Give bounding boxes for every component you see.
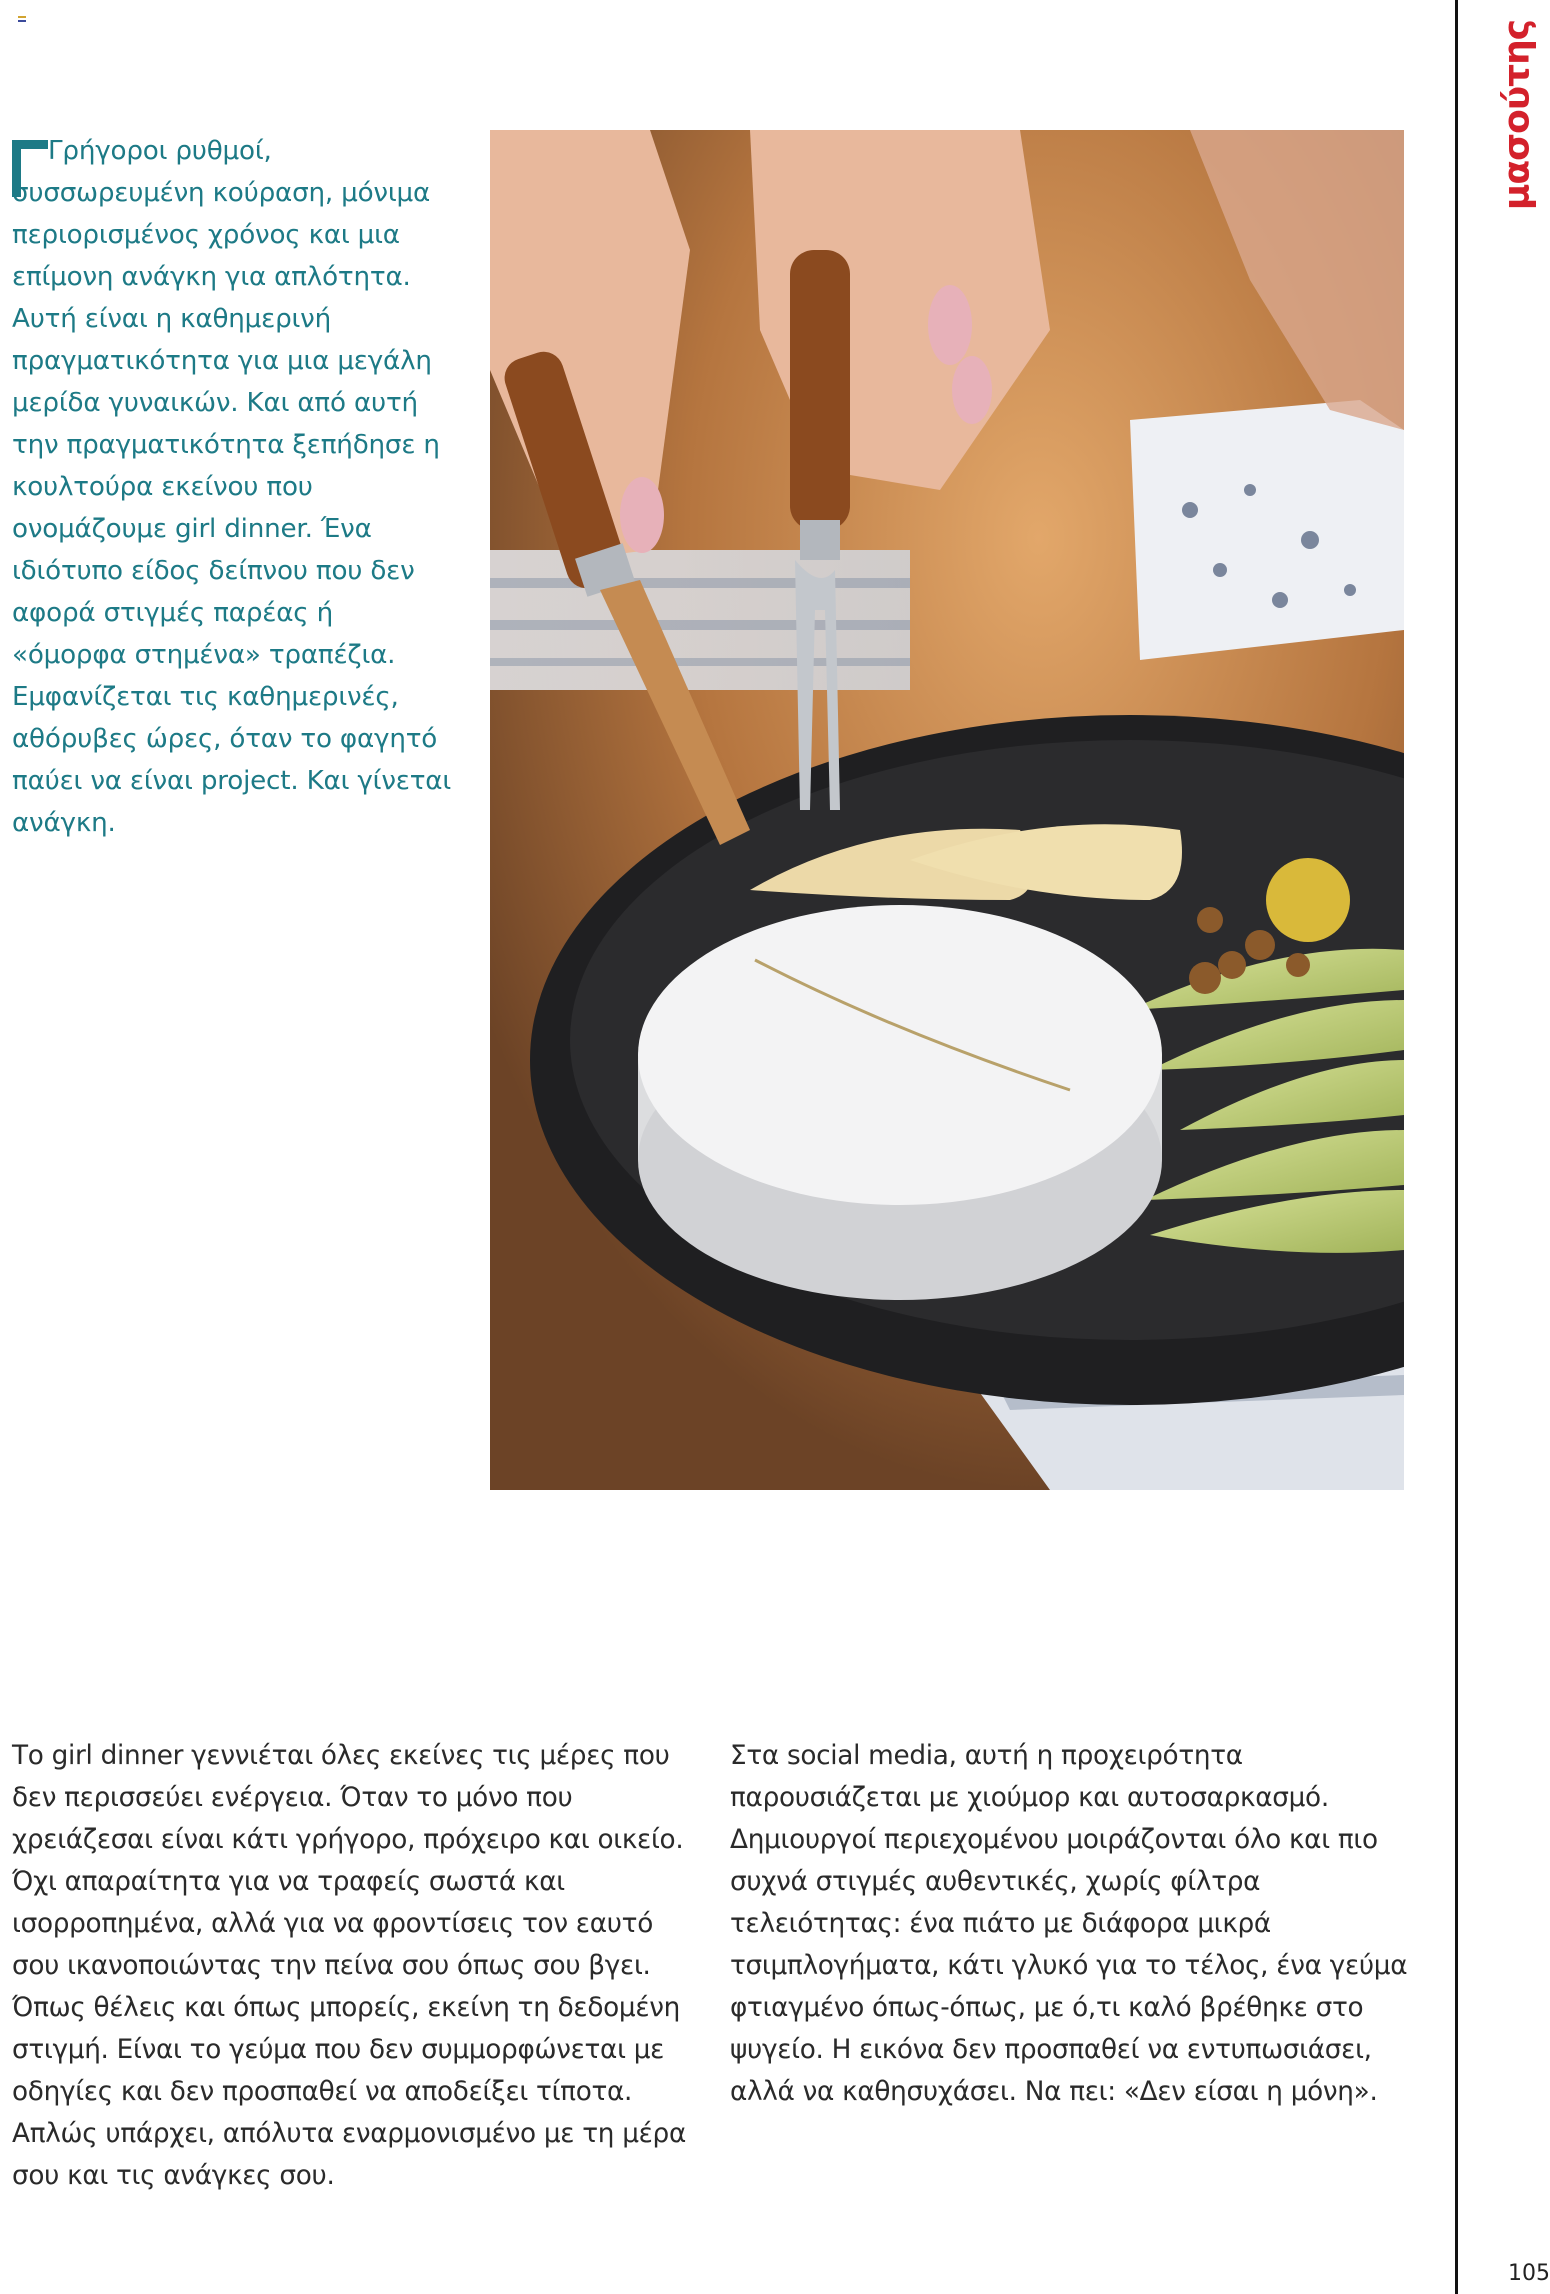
cheese-platter-photo xyxy=(490,130,1404,1490)
body-column-left xyxy=(12,1735,702,2197)
brand-logo xyxy=(1497,0,1537,230)
intro-paragraph xyxy=(12,130,452,844)
blue-cheese xyxy=(1130,400,1404,660)
body-column-right xyxy=(730,1735,1420,2113)
body-left-text: Το girl dinner γεννιέται όλες εκείνες τις μέρες που δεν περισσεύει ενέργεια. Όταν το μόνο που χρειάζεσαι είναι κάτι γρήγορο, πρόχειρο και οικείο. Όχι απαραίτητα για να τραφείς σωστά και ισορροπημένα, αλλά για να φροντίσεις τον εαυτό σου ικανοποιώντας την πείνα σου όπως σου βγει. Όπως θέλεις και όπως μπορείς, εκείνη τη δεδομένη στιγμή. Είναι το γεύμα που δεν συμμορφώνεται με οδηγίες και δεν προσπαθεί να αποδείξει τίποτα. Απλώς υπάρχει, απόλυτα εναρμονισμένο με τη μέρα σου και τις ανάγκες σου. xyxy=(12,1741,686,2191)
page-divider xyxy=(1455,0,1458,2294)
body-right-text: Στα social media, αυτή η προχειρότητα παρουσιάζεται με χιούμορ και αυτοσαρκασμό. Δημιουργοί περιεχομένου μοιράζονται όλο και πιο συχνά στιγμές αυθεντικές, χωρίς φίλτρα τελειότητας: ένα πιάτο με διάφορα μικρά τσιμπλογήματα, κάτι γλυκό για το τέλος, ένα γεύμα φτιαγμένο όπως-όπως, με ό,τι καλό βρέθηκε στο ψυγείο. Η εικόνα δεν προσπαθεί να εντυπωσιάσει, αλλά να καθησυχάσει. Να πει: «Δεν είσαι η μόνη». xyxy=(730,1741,1408,2107)
cheese-platter-illustration xyxy=(490,130,1404,1490)
grape xyxy=(1266,858,1350,942)
corner-mark xyxy=(18,16,26,24)
page-number: 105 xyxy=(1508,2261,1550,2286)
camembert xyxy=(638,905,1162,1300)
intro-text: Γρήγοροι ρυθμοί, συσσωρευμένη κούραση, μόνιμα περιορισμένος χρόνος και μια επίμονη ανάγκη για απλότητα. Αυτή είναι η καθημερινή πραγματικότητα για μια μεγάλη μερίδα γυναικών. Και από αυτή την πραγματικότητα ξεπήδησε η κουλτούρα εκείνου που ονομάζουμε girl dinner. Ένα ιδιότυπο είδος δείπνου που δεν αφορά στιγμές παρέας ή «όμορφα στημένα» τραπέζια. Εμφανίζεται τις καθημερινές, αθόρυβες ώρες, όταν το φαγητό παύει να είναι project. Και γίνεται ανάγκη. xyxy=(12,136,452,838)
brand-wordmark: μασούτης xyxy=(1496,19,1538,211)
